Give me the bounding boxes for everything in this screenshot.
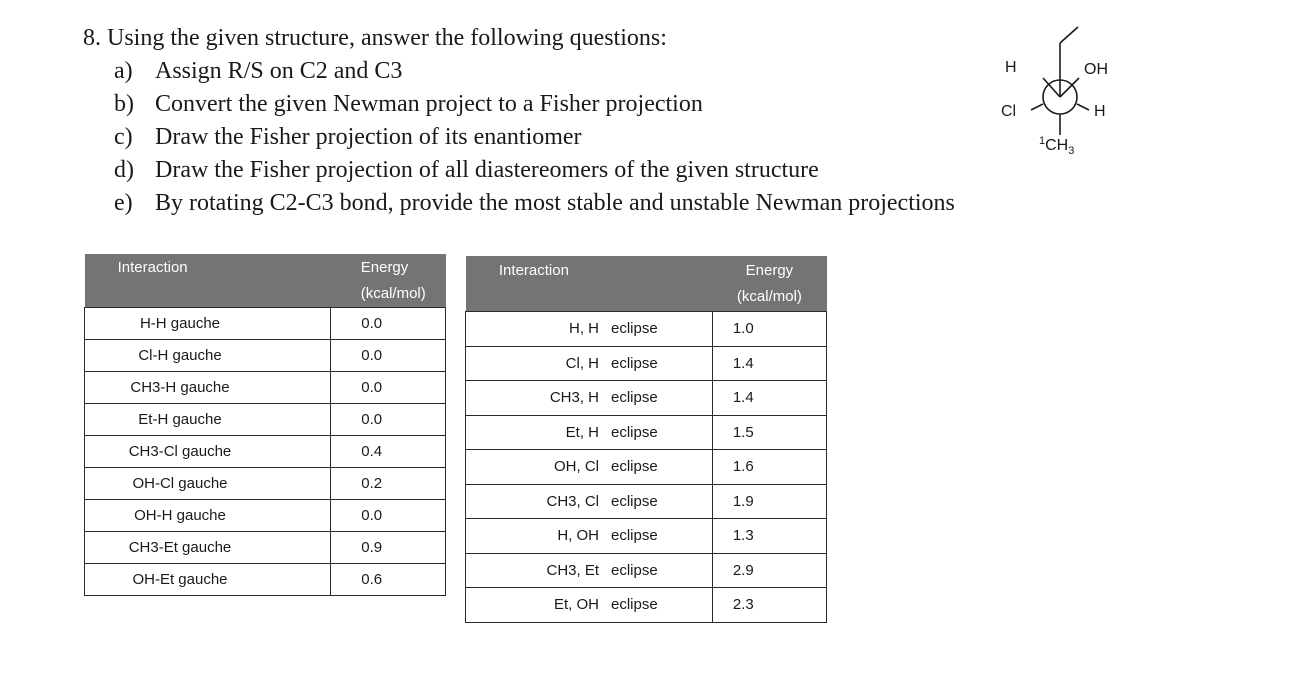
question-item-a (83, 55, 955, 88)
interaction-cell (85, 340, 331, 372)
table-row (85, 532, 446, 564)
header-energy (712, 256, 826, 312)
table-row (466, 415, 827, 450)
table-row (466, 450, 827, 485)
item-text: Convert the given Newman project to a Fisher projection (155, 91, 703, 117)
item-label: d) (114, 157, 134, 183)
interaction-cell (85, 436, 331, 468)
pair-text: Cl, H (565, 354, 599, 372)
table-row (85, 340, 446, 372)
table-row (85, 308, 446, 340)
label-bottom-main: CH (1045, 137, 1069, 154)
interaction-text: OH-H gauche (134, 507, 226, 524)
energy-cell: 0.0 (331, 340, 446, 372)
interaction-cell (466, 588, 713, 623)
pair-text: Et, OH (553, 596, 599, 614)
header-energy (331, 254, 446, 308)
interaction-cell (85, 308, 331, 340)
header-energy-line2: (kcal/mol) (360, 285, 426, 302)
pair-text: H, OH (557, 527, 599, 545)
energy-cell: 1.6 (712, 450, 826, 485)
kind-text: eclipse (611, 596, 658, 614)
item-label: b) (114, 91, 134, 117)
table-row (85, 372, 446, 404)
interaction-text: Cl-H gauche (138, 347, 222, 364)
label-bottom-sub: 3 (1068, 145, 1075, 157)
energy-cell: 0.0 (331, 500, 446, 532)
table-row (466, 381, 827, 416)
item-text: By rotating C2-C3 bond, provide the most stable and unstable Newman projections (155, 190, 955, 216)
interaction-text: OH-Cl gauche (132, 475, 228, 492)
kind-text: eclipse (611, 561, 658, 579)
interaction-cell (85, 532, 331, 564)
energy-cell: 1.4 (712, 346, 826, 381)
interaction-cell (466, 450, 713, 485)
energy-cell: 0.4 (331, 436, 446, 468)
interaction-text: CH3-H gauche (130, 379, 230, 396)
question-block (83, 22, 955, 220)
energy-cell: 1.4 (712, 381, 826, 416)
interaction-cell (85, 404, 331, 436)
table-row (466, 553, 827, 588)
energy-cell: 0.0 (331, 308, 446, 340)
label-front-right: OH (1084, 61, 1108, 78)
interaction-cell (85, 500, 331, 532)
energy-cell: 0.0 (331, 372, 446, 404)
newman-projection (995, 22, 1108, 157)
table-row (466, 484, 827, 519)
interaction-text: OH-Et gauche (132, 571, 228, 588)
header-interaction: Interaction (466, 256, 713, 312)
question-item-e (83, 187, 955, 220)
interaction-cell (466, 312, 713, 347)
header-interaction: Interaction (85, 254, 331, 308)
table-header (466, 256, 827, 312)
interaction-text: H-H gauche (139, 315, 221, 332)
question-item-d (83, 154, 955, 187)
energy-cell: 1.0 (712, 312, 826, 347)
table-row (85, 436, 446, 468)
table-row (85, 564, 446, 596)
label-back-right: H (1094, 103, 1106, 120)
header-energy-line2: (kcal/mol) (736, 288, 802, 305)
table-row (85, 404, 446, 436)
table-row (466, 588, 827, 623)
kind-text: eclipse (611, 354, 658, 372)
back-bond (1077, 104, 1089, 110)
table-row (85, 468, 446, 500)
interaction-text: CH3-Cl gauche (128, 443, 232, 460)
energy-cell: 0.9 (331, 532, 446, 564)
interaction-cell (466, 553, 713, 588)
back-bond (1031, 104, 1043, 110)
kind-text: eclipse (611, 423, 658, 441)
interaction-cell (466, 484, 713, 519)
kind-text: eclipse (611, 320, 658, 338)
table-row (466, 312, 827, 347)
item-text: Assign R/S on C2 and C3 (155, 58, 403, 84)
energy-cell: 2.9 (712, 553, 826, 588)
item-label: c) (114, 124, 133, 150)
label-bottom (1039, 135, 1074, 157)
energy-cell: 2.3 (712, 588, 826, 623)
interaction-cell (85, 372, 331, 404)
question-item-b (83, 88, 955, 121)
energy-cell: 1.5 (712, 415, 826, 450)
question-item-c (83, 121, 955, 154)
kind-text: eclipse (611, 527, 658, 545)
header-energy-line1: Energy (360, 259, 409, 276)
header-energy-line1: Energy (745, 262, 794, 279)
pair-text: CH3, Et (546, 561, 599, 579)
question-title: 8. Using the given structure, answer the following questions: (83, 25, 667, 51)
interaction-cell (466, 346, 713, 381)
item-label: a) (114, 58, 133, 84)
pair-text: CH3, H (549, 389, 599, 407)
item-text: Draw the Fisher projection of its enantiomer (155, 124, 582, 150)
label-front-left: H (1005, 59, 1017, 76)
pair-text: OH, Cl (554, 458, 599, 476)
pair-text: H, H (569, 320, 599, 338)
pair-text: Et, H (565, 423, 599, 441)
interaction-text: Et-H gauche (138, 411, 222, 428)
eclipse-energy-table (465, 256, 827, 623)
energy-cell: 0.0 (331, 404, 446, 436)
interaction-text: CH3-Et gauche (128, 539, 232, 556)
kind-text: eclipse (611, 458, 658, 476)
label-back-left: Cl (1001, 103, 1017, 120)
interaction-cell (466, 381, 713, 416)
item-text: Draw the Fisher projection of all diastereomers of the given structure (155, 157, 819, 183)
interaction-cell (85, 468, 331, 500)
label-bottom-sup: 1 (1039, 135, 1046, 147)
pair-text: CH3, Cl (546, 492, 599, 510)
table-header (85, 254, 446, 308)
kind-text: eclipse (611, 389, 658, 407)
energy-cell: 1.9 (712, 484, 826, 519)
energy-cell: 0.6 (331, 564, 446, 596)
ethyl-bond (1060, 27, 1078, 43)
energy-cell: 0.2 (331, 468, 446, 500)
interaction-cell (466, 519, 713, 554)
interaction-cell (85, 564, 331, 596)
item-label: e) (114, 190, 133, 216)
energy-cell: 1.3 (712, 519, 826, 554)
gauche-energy-table (84, 254, 446, 596)
table-row (466, 519, 827, 554)
table-row (85, 500, 446, 532)
interaction-cell (466, 415, 713, 450)
table-row (466, 346, 827, 381)
kind-text: eclipse (611, 492, 658, 510)
